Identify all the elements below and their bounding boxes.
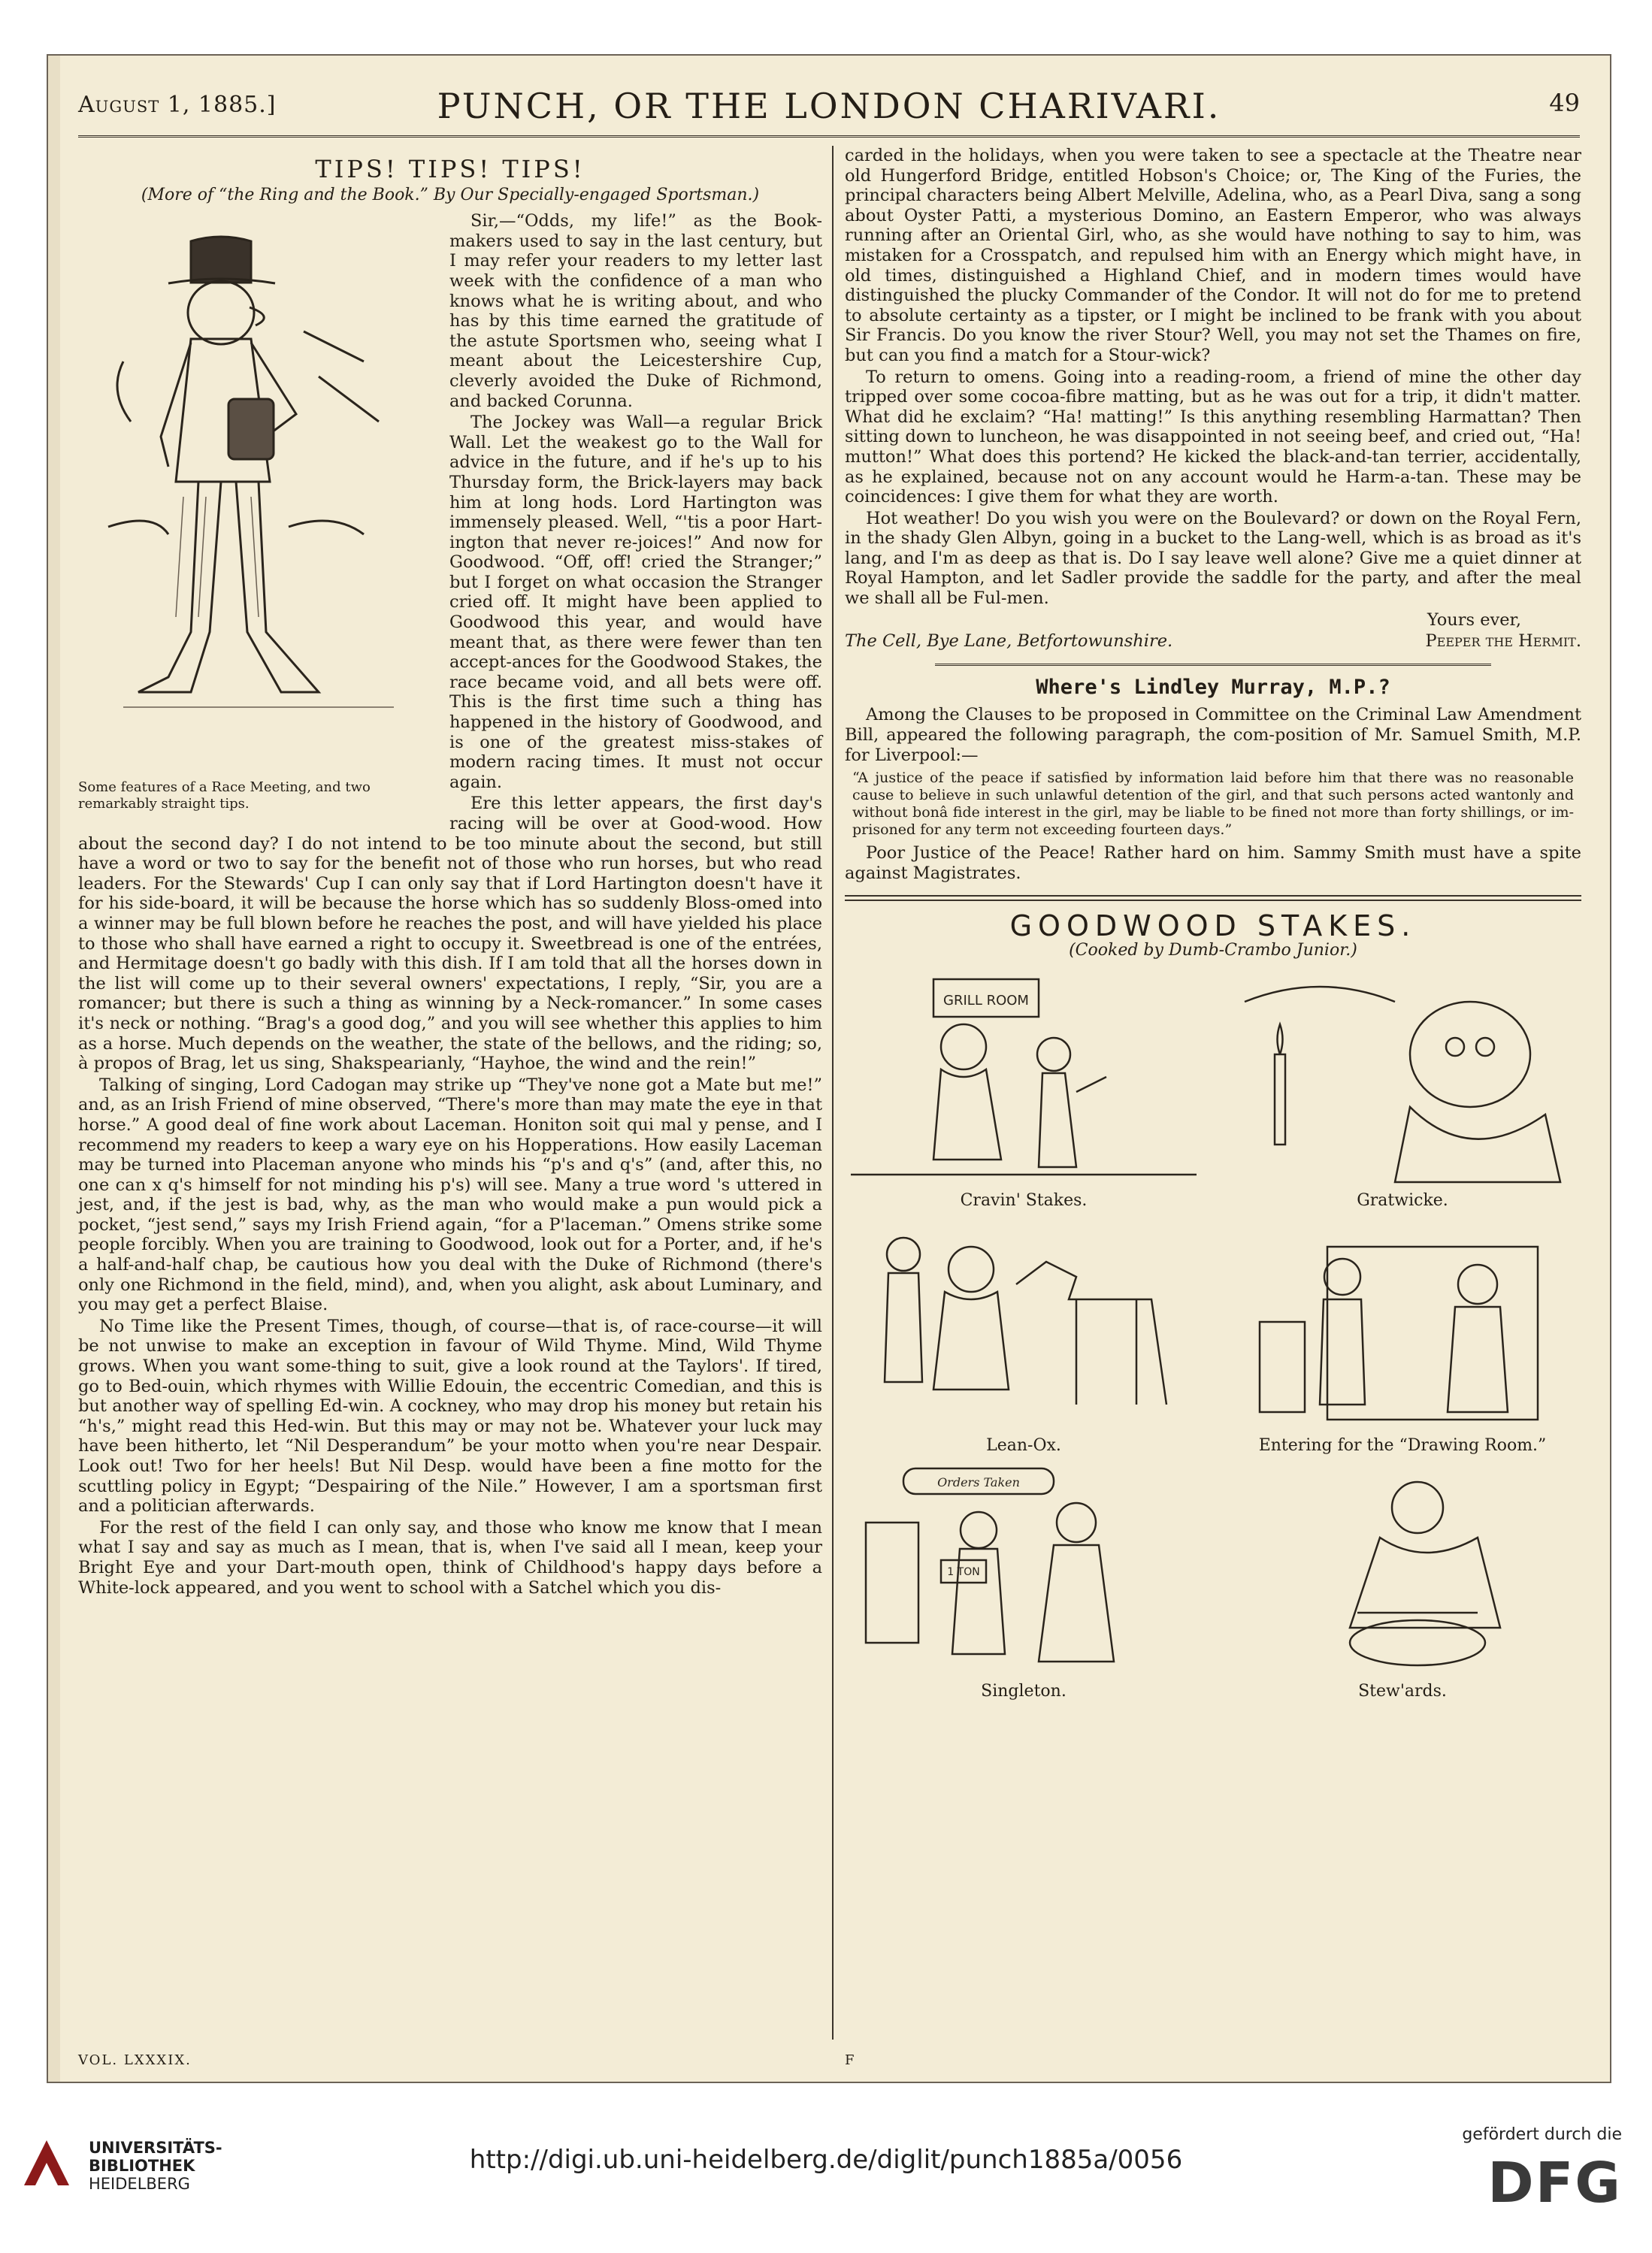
article-title-lindley: Where's Lindley Murray, M.P.? [1036,675,1390,699]
page-footer [78,2052,1580,2068]
letter-address: The Cell, Bye Lane, Betfortowunshire. [845,631,1173,652]
lindley-outro: Poor Justice of the Peace! Rather hard on him. Sammy Smith must have a spite against Magistrates. [845,843,1581,883]
letter-closing: Yours ever, [1427,609,1521,630]
section-rule-2 [845,895,1581,897]
tips-paragraph-4: Talking of singing, Lord Cadogan may strike up “They've none got a Mate but me!” and, as an Irish Friend of mine observed, “There's more than may mate the eye in that horse.” A good deal of fine work about Laceman. Honiton soit qui mal y pense, and I recommend my readers to keep a wary eye on his Hopperations. How easily Laceman may be turned into Placeman anyone who minds his “p's and q's” (and, after this, no one can x q's himself for not minding his p's) will see. Many a true word 's uttered in jest, and, if the jest is bad, why, as the man who would make a pun would pick a pocket, “jest send,” says my Irish Friend again, “for a P'laceman.” Omens strike some people forcibly. When you are training to Goodwood, look out for a Porter, and, if he's a half-and-half chap, be cautious how you deal with the Duke of Richmond (there's only one Richmond in the field, mind), and, when you alight, ask about Luminary, and you may get a perfect Blaise. [78,1075,822,1315]
jockey-caption: Some features of a Race Meeting, and two remarkably straight tips. [78,779,371,812]
cartoon-grid [845,972,1581,1702]
tips-paragraph-2: The Jockey was Wall—a regular Brick Wall. Let the weakest go to the Wall for advice in the future, and if he's up to his Thursday form, the Brick-layers may back him at long hods. Lord Hartington was immensely pleased. Well, “'tis a poor Hart-ington that never re-joices!” And now for Goodwood. “Off, off! cried the Stranger;” but I forget on what occasion the Stranger cried off. It might have been applied to Goodwood this year, and would have meant that, as there were fewer than ten accept-ances for the Goodwood Stakes, the race became void, and all bets were off. This is the first time such a thing has happened in the history of Goodwood, and is one of the greatest miss-stakes of modern racing times. It must not occur again. [449,413,822,792]
caption-lean-ox: Lean-Ox. [986,1436,1061,1456]
left-column [78,146,822,1599]
cartoon-gratwicke [1224,972,1581,1211]
tips-continued-2: To return to omens. Going into a reading-room, a friend of mine the other day tripped over some cocoa-fibre matting, but as he was out for a trip, it didn't matter. What did he exclaim? “Ha! matting!” Is this anything resembling Harmattan? Then sitting down to luncheon, he was disappointed in not seeing beef, and cried out, “Ha! mutton!” What does this portend? He kicked the black-and-tan terrier, accidentally, as he explained, because not on any account would he Harm-a-tan. These may be coincidences: I give them for what they are worth. [845,367,1581,507]
cartoon-lean-ox-drawing [845,1217,1203,1435]
funded-by-text: gefördert durch die [1462,2125,1622,2144]
caption-drawing-room: Entering for the “Drawing Room.” [1258,1436,1547,1456]
letter-signature-line [845,631,1581,652]
library-name-line-3: HEIDELBERG [89,2175,190,2193]
newspaper-page [47,54,1611,2083]
cartoon-drawing-room [1224,1217,1581,1456]
page-binding-edge [48,56,60,2082]
cartoon-stewards-drawing [1224,1462,1581,1680]
tips-continued-1: carded in the holidays, when you were taken to see a spectacle at the Theatre near old Hungerford Bridge, entitled Hobson's Choice; or, The King of the Furies, the principal characters being Albert Melville, Adelina, who, as a Pearl Diva, sang a song about Oyster Patti, a mysterious Domino, an Eastern Emperor, who was always running after an Oriental Girl, who, as she would have nothing to say to him, was mistaken for a Crosspatch, and repulsed him with an Energy which might have, in old times, distinguished a Highland Chief, and in modern times would have distinguished the plucky Commander of the Condor. It will not do for me to pretend to absolute certainty as a tipster, or I might be inclined to be frank with you about Sir Francis. Do you know the river Stour? Well, you may not set the Thames on fire, but can you find a match for a Stour-wick? [845,146,1581,365]
caption-gratwicke: Gratwicke. [1357,1190,1448,1210]
grill-room-sign: GRILL ROOM [943,992,1029,1009]
letter-signature: Peeper the Hermit. [1425,631,1581,652]
lindley-quote: “A justice of the peace if satisfied by information laid before him that there was no reasonable cause to believe in such unlawful detention of the girl, and that such persons acted wantonly and without bonâ fide interest in the girl, may be liable to be fined not more than forty shillings, or im-prisoned for any term not exceeding fourteen days.” [852,770,1574,839]
issue-date: August 1, 1885.] [78,92,277,118]
caption-singleton: Singleton. [981,1681,1067,1701]
cartoon-cravin-stakes [845,972,1203,1211]
tips-paragraph-5: No Time like the Present Times, though, of course—that is, of race-course—it will be not unwise to make an exception in favour of Wild Thyme. Mind, Wild Thyme grows. When you want some-thing to suit, give a look round at the Taylors'. If tired, go to Bed-ouin, which rhymes with Willie Edouin, the eccentric Comedian, and this is but another way of spelling Ed-win. A cockney, who may drop his money but retain his “h's,” might read this Hed-win. But this may or may not be. Whatever your luck may have been hitherto, let “Nil Desperandum” be your motto when you're near Despair. Look out! Two for her heels! But Nil Desp. would have been a fine motto for the scuttling policy in Egypt; “Despairing of the Nile.” However, I am a sportsman first and a politician afterwards. [78,1316,822,1517]
right-column [845,146,1581,1701]
caption-cravin-stakes: Cravin' Stakes. [960,1190,1088,1210]
cartoon-singleton [845,1462,1203,1702]
lindley-intro: Among the Clauses to be proposed in Committee on the Criminal Law Amendment Bill, appeared the following paragraph, the com-position of Mr. Samuel Smith, M.P. for Liverpool:— [845,705,1581,765]
masthead-title: PUNCH, OR THE LONDON CHARIVARI. [437,86,1221,126]
cartoon-cravin-stakes-drawing [845,972,1203,1190]
article-subtitle-tips: (More of “the Ring and the Book.” By Our Specially-engaged Sportsman.) [141,185,760,204]
cartoon-lean-ox [845,1217,1203,1456]
page-number: 49 [1549,89,1580,117]
sheet-letter: F [845,2052,856,2068]
tips-paragraph-3: Ere this letter appears, the first day's racing will be over at Good-wood. How about the second day? I do not intend to be too minute about the second, but still have a word or two to say for the benefit not of those who run horses, but who read leaders. For the Stewards' Cup I can only say that if Lord Hartington doesn't have it for his side-board, it will be because the horse which has so suddenly Bloss-omed into a winner may be full blown before he reaches the post, and will have yielded his place to those who shall have earned a right to occupy it. Sweetbread is one of the entrées, and Hermitage doesn't go badly with this dish. If I am told that all the horses down in the list will come up to their several owners' expectations, I reply, “Sir, you are a romancer; but there is such a thing as winning by a Neck-romancer.” In some cases it's neck or nothing. “Brag's a good dog,” and you will see whether this applies to him as a horse. Much depends on the weather, the state of the bellows, and the riding; so, à propos of Brag, let us sing, Shakspearianly, “Hayhoe, the wind and the rein!” [78,794,822,1074]
jockey-illustration [78,211,439,812]
ton-sign: 1 TON [947,1565,980,1578]
article-title-tips: TIPS! TIPS! TIPS! [315,155,585,183]
volume-number: VOL. LXXXIX. [78,2052,192,2068]
cartoon-gratwicke-drawing [1224,972,1581,1190]
permalink-url[interactable]: http://digi.ub.uni-heidelberg.de/diglit/punch1885a/0056 [469,2145,1183,2175]
library-name-line-1: UNIVERSITÄTS- [89,2139,222,2157]
column-divider [832,146,834,2040]
orders-sign: Orders Taken [937,1474,1020,1489]
dfg-logo: DFG [1487,2151,1622,2215]
tips-paragraph-1: Sir,—“Odds, my life!” as the Book-makers used to say in the last century, but I may refer your readers to my letter last week with the confidence of a man who knows what he is writing about, and who has by this time earned the gratitude of the astute Sportsmen who, seeing what I meant about the Leicestershire Cup, cleverly avoided the Duke of Richmond, and backed Corunna. [449,211,822,411]
tips-continued-3: Hot weather! Do you wish you were on the Boulevard? or down on the Royal Fern, in the shady Glen Albyn, going in a bucket to the Lang-well, which is as broad as it's lang, and I'm as deep as that is. Do I say leave well alone? Give me a quiet dinner at Royal Hampton, and let Sadler provide the saddle for the party, and after the meal we shall all be Ful-men. [845,508,1581,609]
cartoon-singleton-drawing [845,1462,1203,1680]
cartoon-drawing-room-drawing [1224,1217,1581,1435]
page-header [78,81,1580,138]
library-name-line-2: BIBLIOTHEK [89,2157,195,2175]
article-title-goodwood: GOODWOOD STAKES. [1009,909,1417,943]
section-rule [935,664,1491,666]
article-subtitle-goodwood: (Cooked by Dumb-Crambo Junior.) [1069,941,1357,960]
cartoon-stewards [1224,1462,1581,1702]
caption-stewards: Stew'ards. [1358,1681,1447,1701]
tips-paragraph-6: For the rest of the field I can only say, and those who know me know that I mean what I say and say as much as I mean, that is, when I've said all I mean, keep your Bright Eye and your Dart-mouth open, think of Childhood's happy days before a White-lock appeared, and you went to school with a Satchel which you dis- [78,1517,822,1598]
library-footer-bar [0,2103,1652,2253]
section-rule-3 [845,900,1581,901]
jockey-drawing [78,211,439,775]
